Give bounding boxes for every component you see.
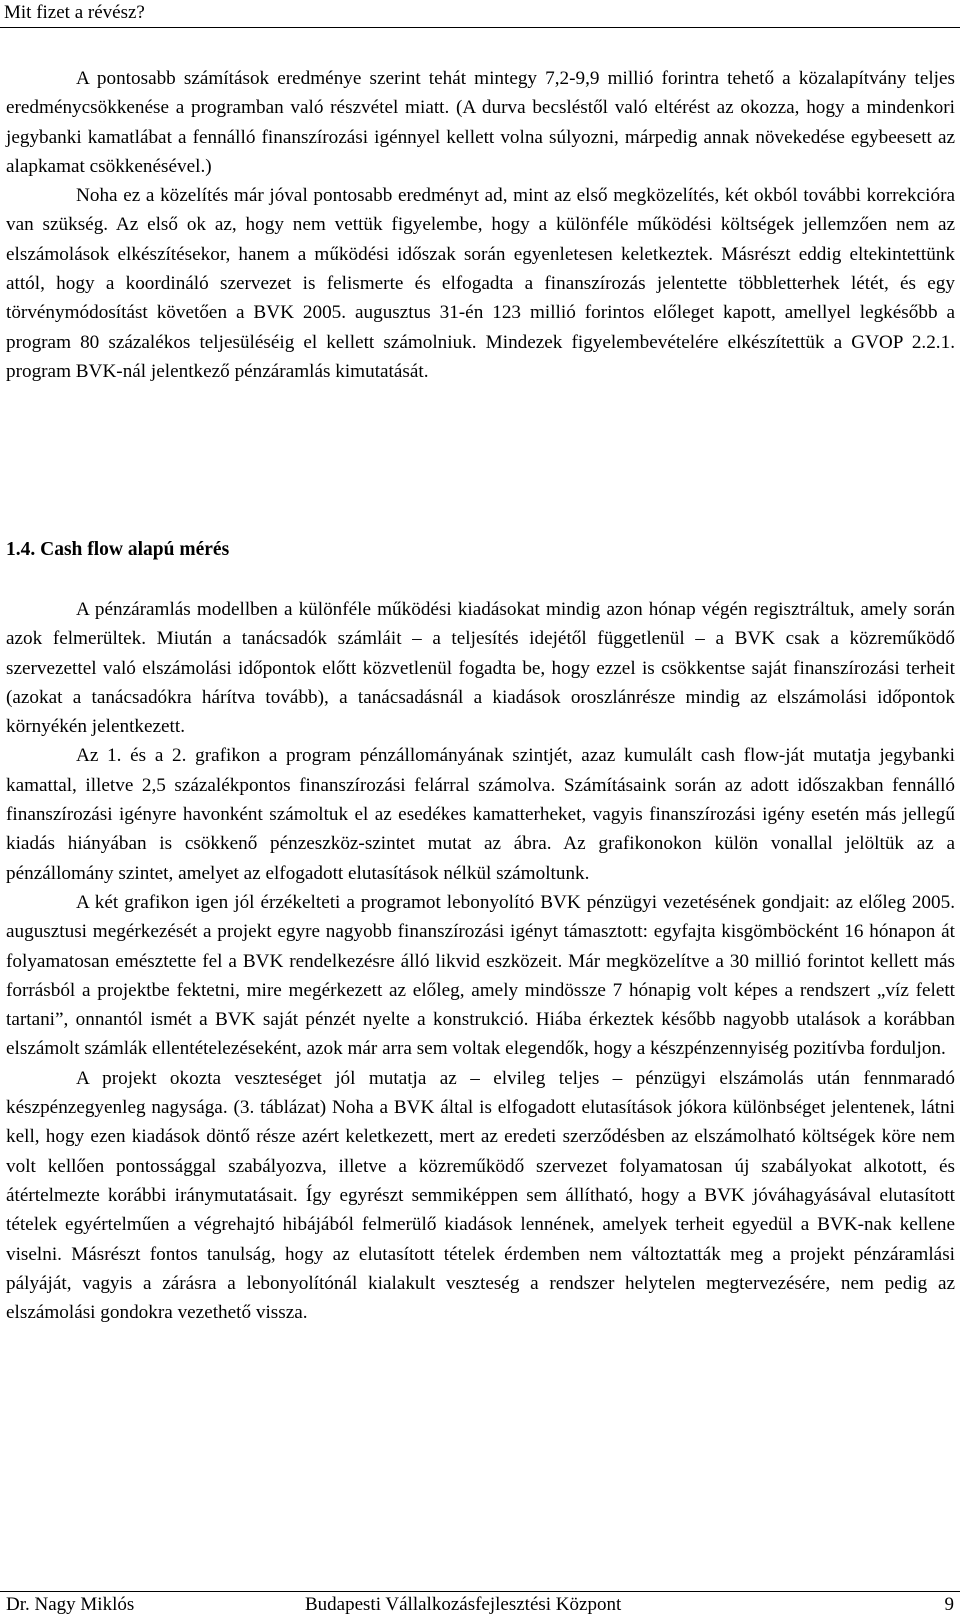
- footer-organization: Budapesti Vállalkozásfejlesztési Központ: [305, 1594, 622, 1615]
- page-number: 9: [944, 1594, 954, 1615]
- body-paragraph: Noha ez a közelítés már jóval pontosabb eredményt ad, mint az első megközelítés, két okból további korrekcióra van szükség. Az első ok az, hogy nem vettük figyelembe, hogy a különféle működési költségek jellemzően nem az elszámolások elkészítésekor, hanem a működési időszak során egyenletesen keletkeztek. Másrészt eddig eltekintettünk attól, hogy a koordináló szervezet is felismerte és elfogadta a finanszírozás jelentette többletterhek létét, és egy törvénymódosítást követően a BVK 2005. augusztus 31-én 123 millió forintos előleget kapott, amellyel legkésőbb a program 80 százalékos teljesüléséig el kellett számolniuk. Mindezek figyelembevételére elkészítettük a GVOP 2.2.1. program BVK-nál jelentkező pénzáramlás kimutatását.: [6, 185, 955, 382]
- page-footer: [0, 1591, 960, 1618]
- body-paragraph: A pénzáramlás modellben a különféle működési kiadásokat mindig azon hónap végén regisztráltuk, amely során azok felmerültek. Miután a tanácsadók számláit – a teljesítés idejétől függetlenül – a BVK csak a közreműködő szervezettel való elszámolási időpontok előtt közvetlenül fogadta be, hogy ezzel is csökkentse saját finanszírozási terheit (azokat a tanácsadókra hárítva tovább), a tanácsadásnál a kiadások oroszlánrésze mindig az elszámolási időpontok környékén jelentkezett.: [6, 599, 955, 738]
- body-paragraph: Az 1. és a 2. grafikon a program pénzállományának szintjét, azaz kumulált cash flow-ját mutatja jegybanki kamattal, illetve 2,5 százalékpontos finanszírozási felárral számolva. Számításaink során az adott időszakban fennálló finanszírozási igényre havonként számoltuk el az esedékes kamatterheket, vagyis finanszírozási igény esetén más jellegű kiadás hiányában is csökkenő pénzeszköz-szintet mutat az ábra. Az grafikonokon külön vonallal jelöltük az a pénzállomány szintet, amelyet az elfogadott elutasítások nélkül számoltunk.: [6, 745, 955, 884]
- page-header: [0, 0, 960, 28]
- footer-author: Dr. Nagy Miklós: [6, 1594, 135, 1615]
- running-title: Mit fizet a révész?: [4, 2, 145, 23]
- body-paragraph: A projekt okozta veszteséget jól mutatja az – elvileg teljes – pénzügyi elszámolás után fennmaradó készpénzegyenleg nagysága. (3. táblázat) Noha a BVK által is elfogadott elutasítások jókora különbséget jelentenek, látni kell, hogy ezen kiadások döntő része azért keletkezett, mert az eredeti szerződésben az elszámolható költségek köre nem volt kellően pontossággal szabályozva, illetve a közreműködő szervezet folyamatosan új szabályokat alkotott, és átértelmezte korábbi iránymutatásait. Így egyrészt semmiképpen sem állítható, hogy a BVK jóváhagyásával elutasított tételek egyértelműen a végrehajtó hibájából felmerülő kiadások lennének, amelyek terheit egyedül a BVK-nak kellene viselni. Másrészt fontos tanulság, hogy az elutasított tételek érdemben nem változtatták meg a projekt pénzáramlási pályáját, vagyis a zárásra a lebonyolítónál kialakult veszteség a rendszer helytelen megtervezésére, nem pedig az elszámolási gondokra vezethető vissza.: [6, 1067, 955, 1324]
- body-paragraph: A két grafikon igen jól érzékelteti a programot lebonyolító BVK pénzügyi vezetésének gondjait: az előleg 2005. augusztusi megérkezését a projekt egyre nagyobb finanszírozási igényt támasztott: egyfajta kisgömböcként 16 hónapon át folyamatosan emésztette fel a BVK rendelkezésre álló likvid eszközeit. Már megközelítve a 30 millió forintot kellett más forrásból a projektbe fektetni, mire megérkezett az előleg, amely mindössze 7 hónapig volt képes a rendszert „víz felett tartani”, onnantól ismét a BVK saját pénzét nyelte a konstrukció. Hiába érkeztek később nagyobb utalások a korábban elszámolt számlák ellentételezéseként, azok már arra sem voltak elegendők, hogy a készpénzennyiség pozitívba forduljon.: [6, 891, 955, 1060]
- body-paragraph: A pontosabb számítások eredménye szerint tehát mintegy 7,2-9,9 millió forintra tehető a közalapítvány teljes eredménycsökkenése a programban való részvétel miatt. (A durva becsléstől való eltérést az okozza, hogy a mindenkori jegybanki kamatlábat a fennálló finanszírozási igénnyel kellett volna súlyozni, márpedig annak növekedése egybeesett az alapkamat csökkenésével.): [6, 68, 955, 177]
- section-heading: 1.4. Cash flow alapú mérés: [6, 539, 230, 560]
- intro-text-block: [6, 64, 955, 386]
- section-text-block: [6, 595, 955, 1327]
